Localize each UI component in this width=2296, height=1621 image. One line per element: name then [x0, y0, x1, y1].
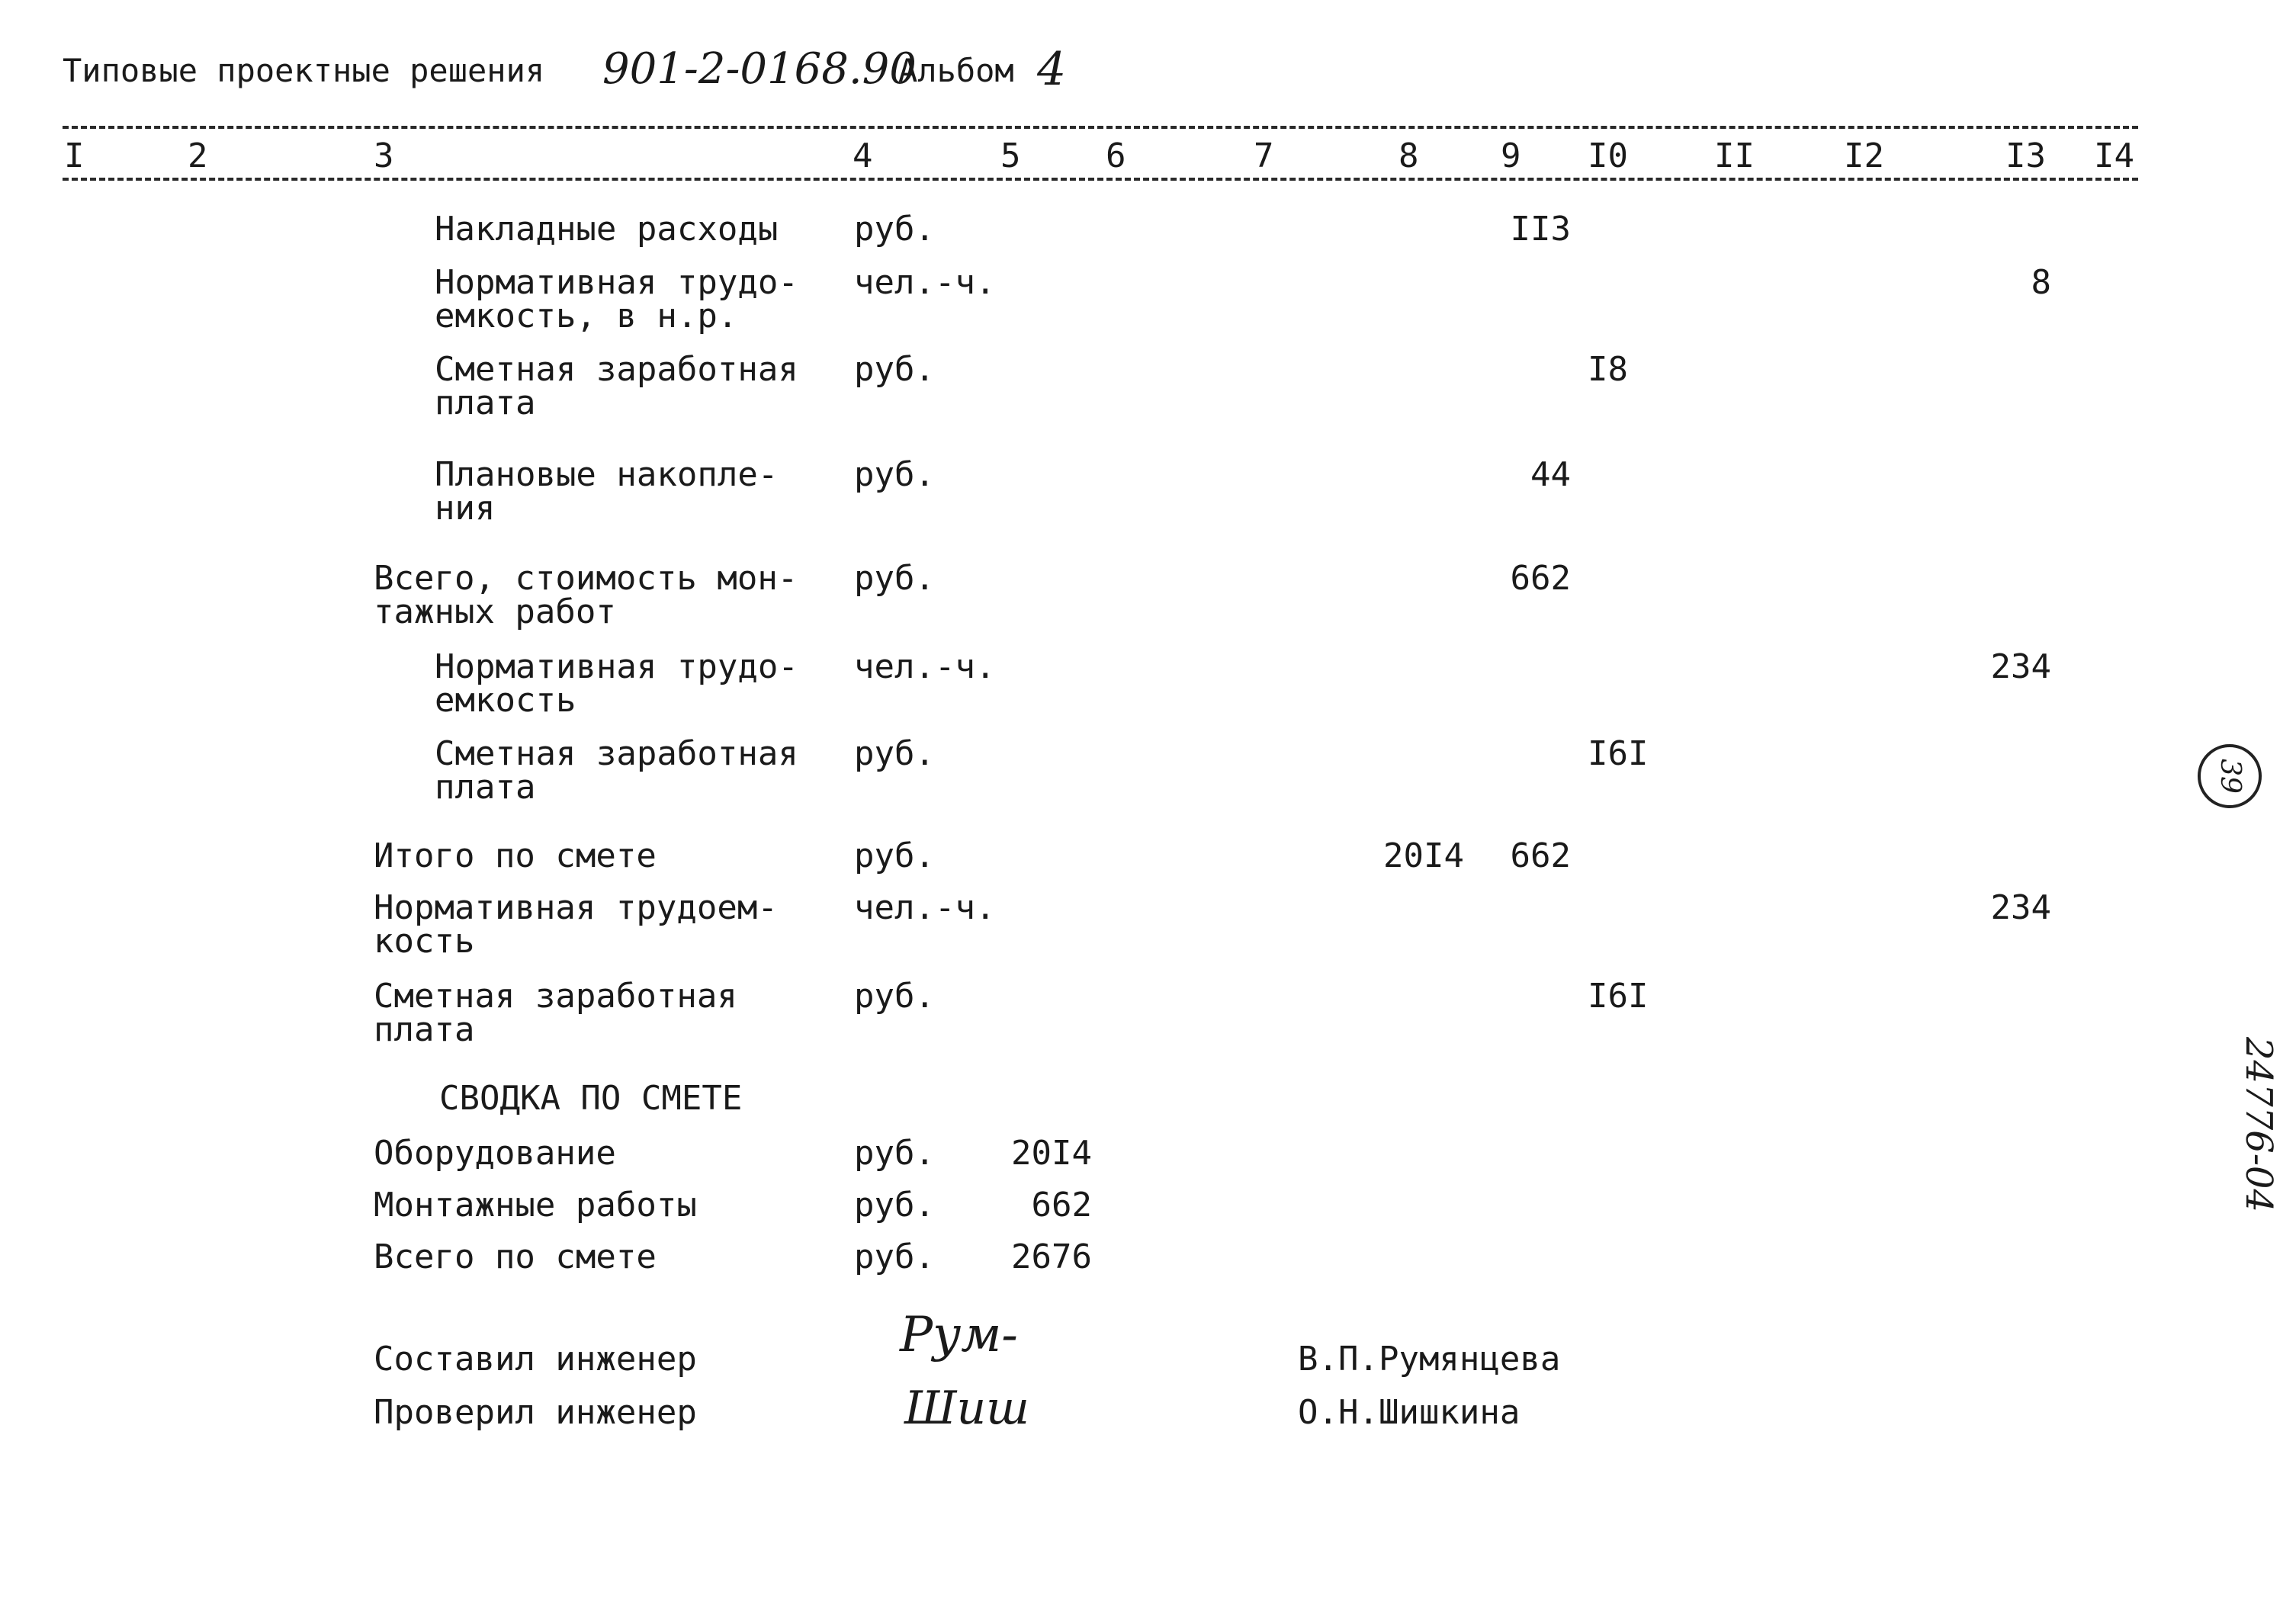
cell-col10: I8	[1588, 350, 1628, 389]
row-unit: руб.	[854, 350, 935, 389]
row-name: Нормативная трудо-	[435, 647, 798, 686]
summary-item-value: 662	[1031, 1186, 1092, 1225]
table-header-rule	[63, 178, 2138, 181]
summary-item-unit: руб.	[854, 1134, 935, 1173]
handwritten-signature: Рум-	[900, 1307, 1018, 1363]
signature-person: О.Н.Шишкина	[1298, 1393, 1520, 1432]
row-name: Итого по смете	[374, 836, 657, 875]
cell-col9: 662	[1510, 559, 1571, 598]
column-header: 2	[188, 136, 208, 175]
cell-col10: I6I	[1588, 977, 1649, 1016]
column-header: I	[64, 136, 85, 175]
row-name-continued: емкость, в н.р.	[435, 297, 738, 335]
summary-item-unit: руб.	[854, 1237, 935, 1276]
column-header: I4	[2094, 136, 2134, 175]
row-name: Нормативная трудоем-	[374, 888, 778, 927]
row-name-continued: плата	[435, 768, 536, 807]
summary-item-name: Всего по смете	[374, 1237, 657, 1276]
sheet-number-stamp	[2198, 744, 2262, 808]
cell-col10: I6I	[1588, 734, 1649, 773]
row-name-continued: емкость	[435, 681, 576, 720]
row-name: Сметная заработная	[435, 734, 798, 773]
column-header: I3	[2005, 136, 2046, 175]
row-name: Нормативная трудо-	[435, 263, 798, 302]
row-unit: руб.	[854, 210, 935, 249]
column-header: 8	[1398, 136, 1419, 175]
cell-col9: II3	[1510, 210, 1571, 249]
summary-title: СВОДКА ПО СМЕТЕ	[439, 1079, 743, 1118]
row-unit: руб.	[854, 977, 935, 1016]
row-name-continued: тажных работ	[374, 592, 616, 631]
side-inventory-code: 24776-04	[2237, 1037, 2280, 1212]
signature-role: Составил инженер	[374, 1340, 697, 1379]
row-name: Накладные расходы	[435, 210, 779, 249]
cell-col13: 234	[1990, 888, 2051, 927]
header-album-number: 4	[1037, 43, 1067, 96]
column-header: 4	[853, 136, 873, 175]
summary-item-value: 2676	[1011, 1237, 1092, 1276]
summary-item-name: Оборудование	[374, 1134, 616, 1173]
column-header: II	[1714, 136, 1755, 175]
row-unit: руб.	[854, 455, 935, 494]
column-header: 3	[374, 136, 394, 175]
cell-col8: 20I4	[1383, 836, 1464, 875]
header-album-label: Альбом	[898, 52, 1014, 89]
row-unit: руб.	[854, 836, 935, 875]
row-name-continued: кость	[374, 922, 475, 961]
row-unit: чел.-ч.	[854, 647, 996, 686]
summary-item-value: 20I4	[1011, 1134, 1092, 1173]
sheet-number: 39	[2214, 759, 2246, 794]
signature-person: В.П.Румянцева	[1298, 1340, 1561, 1379]
row-name: Сметная заработная	[374, 977, 737, 1016]
row-unit: чел.-ч.	[854, 888, 996, 927]
row-name: Всего, стоимость мон-	[374, 559, 798, 598]
row-unit: чел.-ч.	[854, 263, 996, 302]
row-name: Плановые накопле-	[435, 455, 779, 494]
table-top-rule	[63, 126, 2138, 129]
cell-col9: 662	[1510, 836, 1571, 875]
row-name-continued: ния	[435, 489, 496, 528]
signature-role: Проверил инженер	[374, 1393, 697, 1432]
header-prefix: Типовые проектные решения	[63, 52, 545, 89]
handwritten-signature: Шиш	[904, 1382, 1029, 1435]
column-header: I2	[1844, 136, 1884, 175]
cell-col9: 44	[1530, 455, 1571, 494]
column-header: I0	[1588, 136, 1628, 175]
header-code: 901-2-0168.90	[602, 44, 917, 94]
column-header: 5	[1000, 136, 1021, 175]
row-unit: руб.	[854, 734, 935, 773]
row-unit: руб.	[854, 559, 935, 598]
column-header: 9	[1501, 136, 1521, 175]
row-name-continued: плата	[435, 384, 536, 422]
cell-col13: 8	[2031, 263, 2051, 302]
cell-col13: 234	[1990, 647, 2051, 686]
summary-item-name: Монтажные работы	[374, 1186, 697, 1225]
row-name: Сметная заработная	[435, 350, 798, 389]
summary-item-unit: руб.	[854, 1186, 935, 1225]
row-name-continued: плата	[374, 1010, 475, 1049]
column-header: 6	[1106, 136, 1126, 175]
column-header: 7	[1254, 136, 1274, 175]
